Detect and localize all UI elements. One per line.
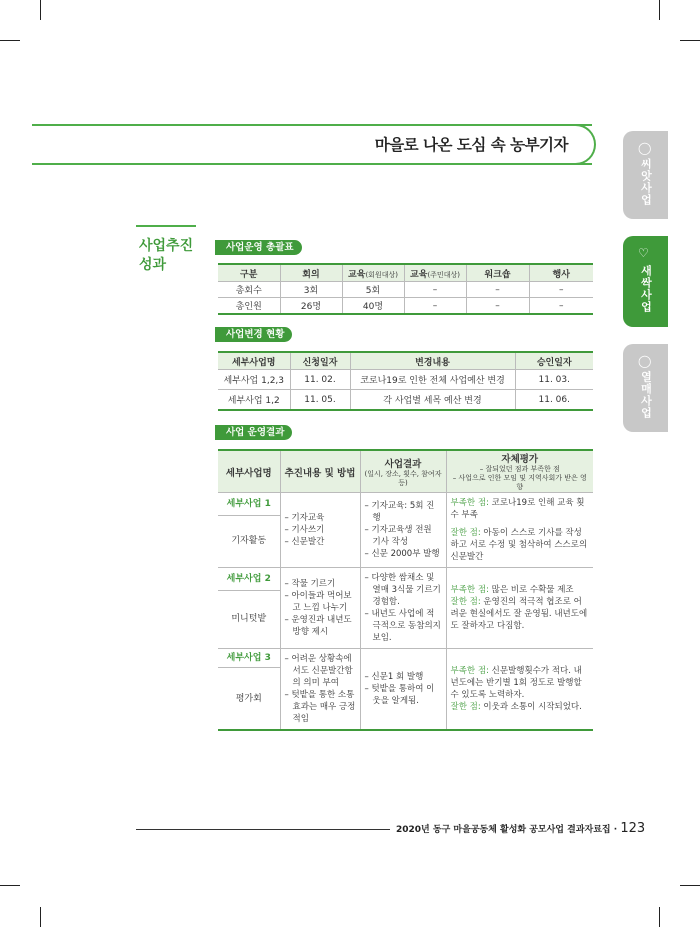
summary-pill: 사업운영 총괄표 [218,240,302,255]
tab-label: 씨앗사업 [639,158,653,206]
table-cell: 11. 06. [515,390,593,411]
sub-project-label: 세부사업 2 [218,568,280,591]
eval-label: 잘한 점: [450,702,481,712]
result-cell [360,649,446,731]
footer [396,821,645,836]
table-row [218,390,593,411]
summary-table [218,263,593,315]
list-item: – 작물 기르기 [284,579,336,589]
header-text: 자체평가 [501,454,539,465]
table-cell: – [466,282,529,298]
header-note: (회원대상) [365,270,398,279]
table-cell: 총인원 [218,298,280,315]
table-row [218,568,593,591]
table-row [218,282,593,298]
tab-label: 열매사업 [639,371,653,419]
table-cell: 세부사업 1,2 [218,390,290,411]
list-item: – 아이들과 먹어보고 느낌 나누기 [284,591,352,613]
list-item: – 기자교육: 5회 진행 [364,501,435,523]
header-text: 교육 [348,269,366,280]
header-cell: 구분 [218,264,280,282]
list-item: – 내년도 사업에 적극적으로 동참의지 보임. [364,609,441,643]
header-rule [32,163,592,165]
table-cell: 11. 02. [290,370,350,390]
tab-seed[interactable] [623,131,668,219]
crop-mark [40,0,41,20]
eval-label: 부족한 점: [450,498,489,508]
table-cell: 각 사업별 세목 예산 변경 [350,390,515,411]
table-cell: 코로나19로 인한 전체 사업예산 변경 [350,370,515,390]
list-item: – 어려운 상황속에서도 신문발간함의 의미 부여 [284,654,353,688]
table-header [218,352,593,370]
header-cell: 세부사업명 [218,352,290,370]
header-note: (주민대상) [427,270,460,279]
table-row [218,370,593,390]
eval-item [451,527,590,563]
eval-item [451,584,590,596]
tab-fruit[interactable] [623,344,668,432]
footer-text: 2020년 동구 마을공동체 활성화 공모사업 결과자료집 [396,825,611,835]
header-cell [404,264,466,282]
table-row [218,493,593,516]
table-cell: 40명 [342,298,404,315]
header-cell [446,450,593,493]
changes-table [218,351,593,411]
results-table [218,449,593,731]
tab-label: 새싹사업 [639,264,653,313]
sub-project-name: 미니텃밭 [218,590,280,648]
sub-project-label: 세부사업 3 [218,649,280,668]
section-rule [136,225,196,227]
header-note: – 잘되었던 점과 부족한 점 [479,465,560,473]
list-item: – 텃밭을 통하여 이웃을 알게됨. [364,684,435,706]
eval-label: 잘한 점: [450,597,481,607]
eval-text: 코로나19로 인해 교육 횟수 부족 [450,498,585,520]
method-cell [280,493,360,568]
crop-mark [680,40,700,41]
list-item: – 신문 2000부 발행 [364,549,440,559]
header-cell [342,264,404,282]
sub-project-name: 평가회 [218,668,280,730]
result-cell [360,493,446,568]
table-cell: – [466,298,529,315]
table-cell: – [404,298,466,315]
eval-text: 아동이 스스로 기사를 작성하고 서로 수정 및 첨삭하여 스스로의 신문발간 [450,528,588,562]
header-cell: 행사 [529,264,593,282]
eval-cell [446,649,593,731]
result-cell [360,568,446,649]
header-cell [360,450,446,493]
table-cell: 총회수 [218,282,280,298]
header-cell: 회의 [280,264,342,282]
header-cell: 승인일자 [515,352,593,370]
seed-icon: ◯ [638,141,652,155]
crop-mark [0,885,20,886]
eval-label: 부족한 점: [450,666,489,676]
eval-cell [446,568,593,649]
table-cell: – [529,298,593,315]
header-note: (일시, 장소, 횟수, 참여자 등) [364,469,442,487]
table-cell: 26명 [280,298,342,315]
footer-separator: · [613,825,618,835]
header-cell: 변경내용 [350,352,515,370]
eval-item [451,665,590,701]
eval-text: 이웃과 소통이 시작되었다. [480,702,582,712]
list-item: – 다양한 쌈채소 및 열매 3식물 기르기 경험함. [364,573,441,607]
eval-text: 신문발행횟수가 적다. 내년도에는 반기별 1회 정도로 발행할 수 있도록 노력하자. [450,666,582,700]
table-cell: – [404,282,466,298]
table-cell: 11. 03. [515,370,593,390]
list-item: – 기자교육생 전원 기사 작성 [364,525,432,547]
list-item: – 기사쓰기 [284,525,325,535]
header-text: 교육 [410,269,428,280]
table-row [218,298,593,315]
header-rule [32,124,592,126]
eval-cell [446,493,593,568]
list-item: – 신문발간 [284,537,325,547]
changes-pill: 사업변경 현황 [218,327,292,342]
sub-project-label: 세부사업 1 [218,493,280,516]
table-cell: 세부사업 1,2,3 [218,370,290,390]
header-cell: 추진내용 및 방법 [280,450,360,493]
eval-label: 잘한 점: [450,528,481,538]
crop-mark [0,40,20,41]
list-item: – 텃밭을 통한 소통 효과는 매우 긍정적임 [284,690,356,724]
crop-mark [40,907,41,927]
header-cell: 세부사업명 [218,450,280,493]
tab-sprout[interactable] [623,236,668,327]
table-cell: – [529,282,593,298]
page-title: 마을로 나온 도심 속 농부기자 [374,136,568,154]
table-cell: 11. 05. [290,390,350,411]
eval-text: 운영진의 적극적 협조로 어려운 현실에서도 잘 운영됨. 내년도에도 잘하자고 다짐함. [450,597,588,631]
table-header [218,264,593,282]
table-row [218,649,593,668]
header-text: 사업결과 [384,458,422,470]
method-cell [280,568,360,649]
table-header [218,450,593,493]
header-cell: 신청일자 [290,352,350,370]
sprout-icon: ♡ [638,246,649,260]
table-cell: 5회 [342,282,404,298]
list-item: – 운영진과 내년도 방향 제시 [284,615,352,637]
page-number: 123 [620,821,646,836]
list-item: – 기자교육 [284,513,325,523]
fruit-icon: ◯ [638,354,652,368]
crop-mark [659,0,660,20]
eval-text: 많은 비로 수확물 제조 [488,585,574,595]
header-cell: 워크숍 [466,264,529,282]
table-cell: 3회 [280,282,342,298]
crop-mark [659,907,660,927]
eval-label: 부족한 점: [450,585,489,595]
results-pill: 사업 운영결과 [218,425,292,440]
eval-item [451,596,590,632]
method-cell [280,649,360,731]
eval-item [451,701,590,713]
footer-rule [136,829,390,830]
header-note: – 사업으로 인한 모임 및 지역사회가 받은 영향 [452,474,587,491]
list-item: – 신문1 회 발행 [364,672,424,682]
section-label: 사업추진 성과 [139,238,194,273]
crop-mark [680,885,700,886]
sub-project-name: 기자활동 [218,515,280,567]
eval-item [451,497,590,521]
